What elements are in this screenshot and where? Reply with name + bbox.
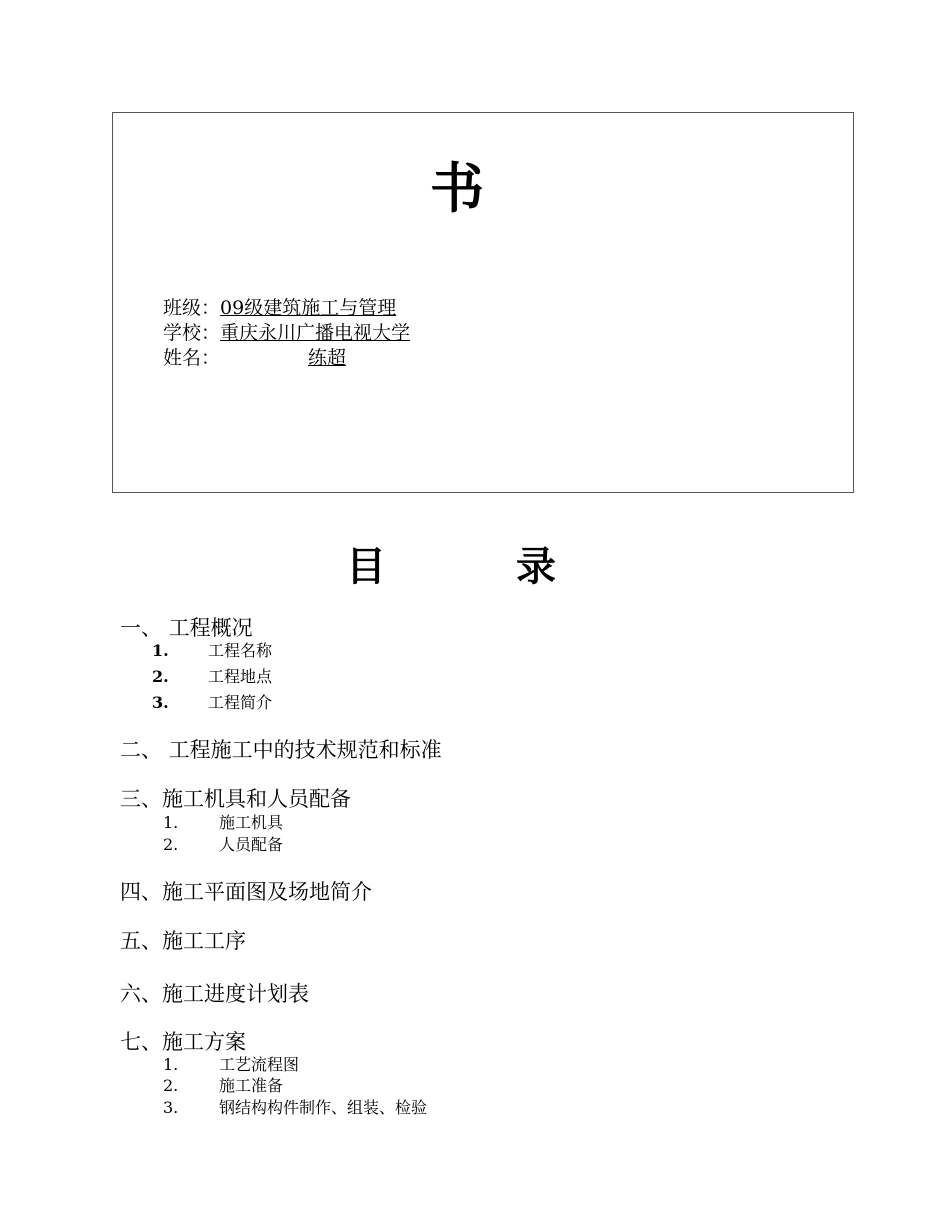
name-label: 姓名：	[163, 347, 221, 369]
toc-item-3-1[interactable]: 1. 施工机具	[163, 813, 284, 832]
toc-item-7-2[interactable]: 2. 施工准备	[163, 1076, 284, 1095]
class-value: 09级建筑施工与管理	[220, 297, 397, 319]
toc-heading-7[interactable]: 七、施工方案	[120, 1030, 246, 1054]
toc-heading-1[interactable]: 一、 工程概况	[120, 616, 253, 640]
toc-item-1-3[interactable]: 3. 工程简介	[152, 693, 273, 712]
toc-title-char-2: 录	[516, 543, 556, 590]
toc-heading-2[interactable]: 二、 工程施工中的技术规范和标准	[120, 738, 442, 762]
toc-item-7-3[interactable]: 3. 钢结构构件制作、组装、检验	[163, 1098, 428, 1117]
toc-title	[346, 542, 556, 592]
school-line	[163, 321, 458, 345]
school-value: 重庆永川广播电视大学	[220, 322, 411, 344]
toc-heading-4[interactable]: 四、施工平面图及场地简介	[120, 880, 372, 904]
toc-item-1-2[interactable]: 2. 工程地点	[152, 667, 273, 686]
school-label: 学校：	[163, 322, 221, 344]
name-value-field	[220, 346, 350, 370]
class-label: 班级：	[163, 297, 221, 319]
toc-heading-6[interactable]: 六、施工进度计划表	[120, 982, 309, 1006]
toc-item-7-1[interactable]: 1. 工艺流程图	[163, 1055, 300, 1074]
class-line	[163, 296, 458, 320]
toc-title-char-1: 目	[346, 543, 386, 590]
toc-heading-3[interactable]: 三、施工机具和人员配备	[120, 787, 351, 811]
toc-heading-5[interactable]: 五、施工工序	[120, 929, 246, 953]
toc-item-3-2[interactable]: 2. 人员配备	[163, 835, 284, 854]
name-line	[163, 346, 350, 370]
toc-item-1-1[interactable]: 1. 工程名称	[152, 641, 273, 660]
name-value: 练超	[308, 347, 347, 369]
cover-title-char: 书	[430, 156, 484, 220]
